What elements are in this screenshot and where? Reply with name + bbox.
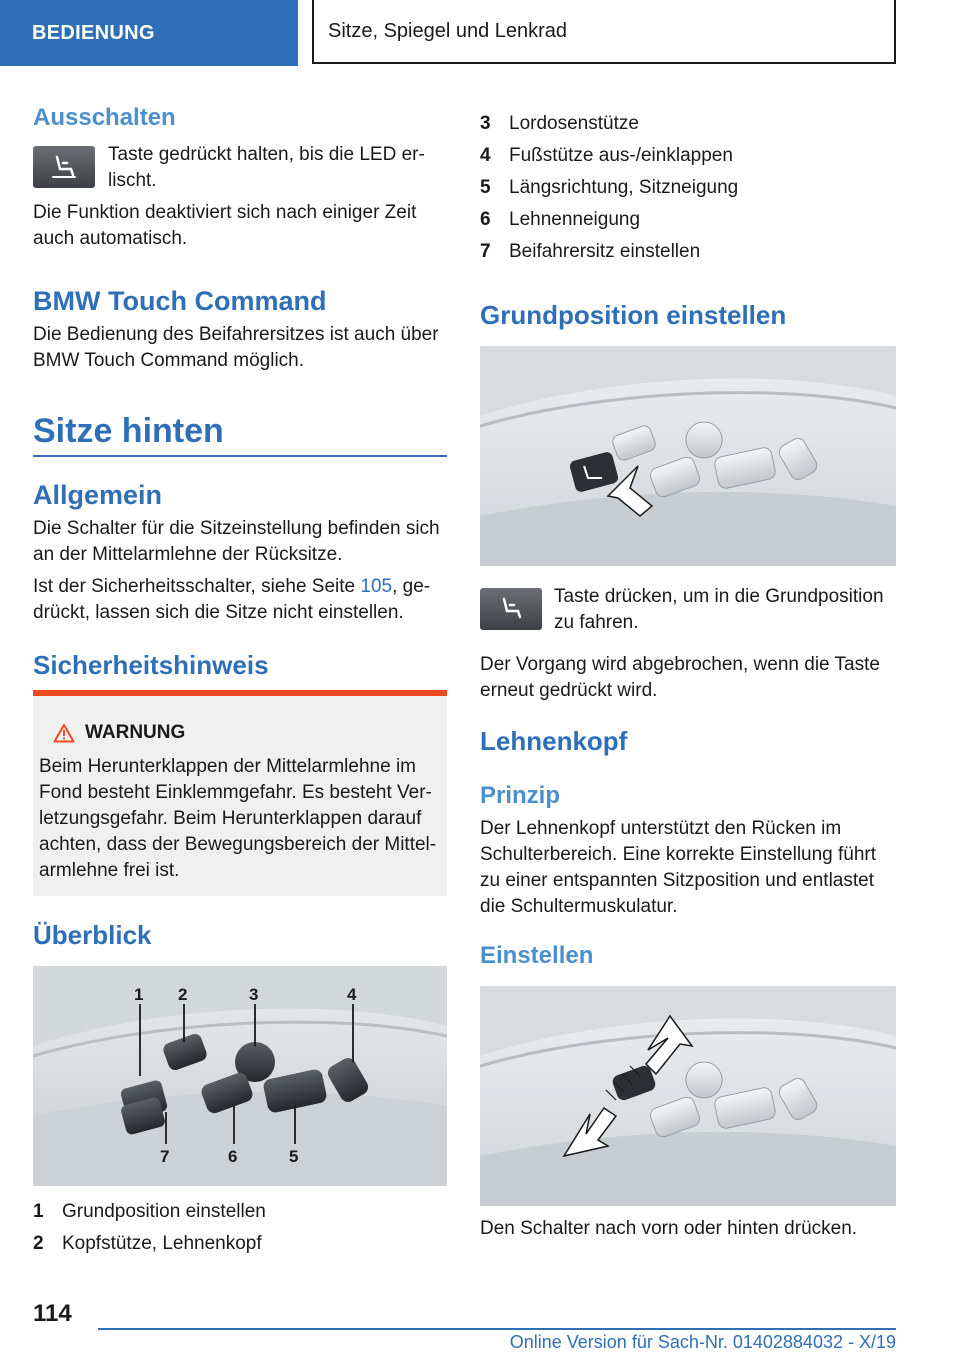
grundposition-button-icon: [480, 588, 542, 630]
heading-ueberblick: Überblick: [33, 920, 152, 950]
seat-icon: [49, 153, 79, 181]
touch-paragraph: [33, 322, 447, 374]
list-item: [480, 172, 896, 204]
heading-touch-command: BMW Touch Command: [33, 286, 327, 316]
footer-rule: [98, 1328, 896, 1330]
page-link-105[interactable]: 105: [360, 576, 393, 597]
callout-5: 5: [289, 1147, 299, 1166]
list-item-number: 7: [480, 241, 491, 262]
ausschalten-para-line1: Die Funktion deaktiviert sich nach einiger Zeit: [33, 202, 417, 223]
warning-line: Beim Herunterklappen der Mittelarmlehne im: [39, 756, 416, 777]
list-item-number: 5: [480, 177, 491, 198]
allgemein-p2-line2: drückt, lassen sich die Sitze nicht einstellen.: [33, 602, 404, 623]
header-section-label: BEDIENUNG: [32, 21, 155, 44]
list-item-label: Fußstütze aus-/einklappen: [509, 145, 733, 166]
callout-3: 3: [249, 985, 259, 1004]
list-item: [480, 108, 896, 140]
heading-sitze-hinten: Sitze hinten: [33, 412, 224, 450]
list-item: [480, 204, 896, 236]
list-item: [33, 1228, 447, 1260]
overview-photo: [33, 966, 447, 1186]
grundposition-icon-line2: zu fahren.: [554, 612, 639, 633]
header-chapter-label: Sitze, Spiegel und Lenkrad: [328, 19, 568, 42]
overview-list: [33, 1196, 447, 1260]
list-item: [480, 236, 896, 268]
footer-online-version: Online Version für Sach-Nr. 01402884032 - X/19: [509, 1332, 896, 1352]
seat-button-icon: [33, 146, 95, 188]
header-chapter-box: [312, 0, 896, 64]
allgemein-paragraph-1: [33, 516, 447, 568]
allgemein-p1-line2: an der Mittelarmlehne der Rücksitze.: [33, 544, 343, 565]
einstellen-illustration: [480, 986, 896, 1206]
list-item-number: 1: [33, 1201, 44, 1222]
list-item-label: Beifahrersitz einstellen: [509, 241, 701, 262]
grundposition-para-line2: erneut gedrückt wird.: [480, 680, 658, 701]
list-item-label: Längsrichtung, Sitzneigung: [509, 177, 739, 198]
overview-list-continued: [480, 108, 896, 268]
grundposition-para-line1: Der Vorgang wird abgebrochen, wenn die Taste: [480, 654, 880, 675]
list-item: [33, 1196, 447, 1228]
grundposition-icon-text: [554, 584, 896, 636]
grundposition-photo: [480, 346, 896, 566]
page-number: 114: [33, 1300, 72, 1327]
einstellen-text: Den Schalter nach vorn oder hinten drücken.: [480, 1218, 858, 1239]
ausschalten-icon-line2: lischt.: [108, 170, 157, 191]
section-rule: [33, 455, 447, 457]
warning-box: [33, 690, 447, 896]
callout-6: 6: [228, 1147, 238, 1166]
list-item-label: Grundposition einstellen: [62, 1201, 266, 1222]
ausschalten-para-line2: auch automatisch.: [33, 228, 188, 249]
prinzip-line: zu einer entspannten Sitzposition und entlastet: [480, 870, 874, 891]
allgemein-p2-post: , ge-: [392, 576, 431, 597]
allgemein-p2-pre: Ist der Sicherheitsschalter, siehe Seite: [33, 576, 361, 597]
list-item-number: 6: [480, 209, 491, 230]
seat-controls-illustration: [33, 966, 447, 1186]
ausschalten-icon-line1: Taste gedrückt halten, bis die LED er-: [108, 144, 425, 165]
grundposition-illustration: [480, 346, 896, 566]
grundposition-icon-line1: Taste drücken, um in die Grundposition: [554, 586, 884, 607]
heading-ausschalten: Ausschalten: [33, 104, 176, 131]
touch-line2: BMW Touch Command möglich.: [33, 350, 305, 371]
prinzip-line: Schulterbereich. Eine korrekte Einstellung führt: [480, 844, 877, 865]
warning-label: WARNUNG: [85, 722, 186, 743]
heading-grundposition: Grundposition einstellen: [480, 300, 787, 330]
warning-text: [39, 754, 447, 884]
grundposition-paragraph: [480, 652, 896, 704]
callout-4: 4: [347, 985, 357, 1004]
prinzip-line: Der Lehnenkopf unterstützt den Rücken im: [480, 818, 842, 839]
warning-line: Fond besteht Einklemmgefahr. Es besteht Ver-: [39, 782, 432, 803]
seat-memory-icon: [496, 595, 526, 623]
list-item-label: Lehnenneigung: [509, 209, 641, 230]
list-item: [480, 140, 896, 172]
warning-line: achten, dass der Bewegungsbereich der Mittel-: [39, 834, 437, 855]
prinzip-paragraph: [480, 816, 896, 920]
touch-line1: Die Bedienung des Beifahrersitzes ist auch über: [33, 324, 439, 345]
einstellen-photo: [480, 986, 896, 1206]
callout-1: 1: [134, 985, 144, 1004]
heading-allgemein: Allgemein: [33, 480, 163, 510]
list-item-number: 4: [480, 145, 491, 166]
ausschalten-icon-text: [108, 142, 448, 194]
list-item-label: Kopfstütze, Lehnenkopf: [62, 1233, 262, 1254]
list-item-label: Lordosenstütze: [509, 113, 639, 134]
prinzip-line: die Schultermuskulatur.: [480, 896, 678, 917]
list-item-number: 2: [33, 1233, 44, 1254]
allgemein-paragraph-2: [33, 574, 447, 626]
warning-triangle-icon: [53, 723, 75, 743]
warning-line: letzungsgefahr. Beim Herunterklappen darauf: [39, 808, 422, 829]
callout-2: 2: [178, 985, 188, 1004]
callout-7: 7: [160, 1147, 170, 1166]
warning-title: [53, 722, 185, 744]
warning-line: armlehne frei ist.: [39, 860, 180, 881]
heading-prinzip: Prinzip: [480, 782, 561, 809]
header-section-tab: [0, 0, 298, 66]
allgemein-p1-line1: Die Schalter für die Sitzeinstellung befinden sich: [33, 518, 440, 539]
heading-einstellen: Einstellen: [480, 942, 594, 969]
heading-sicherheitshinweis: Sicherheitshinweis: [33, 650, 269, 680]
list-item-number: 3: [480, 113, 491, 134]
heading-lehnenkopf: Lehnenkopf: [480, 726, 628, 756]
ausschalten-paragraph: [33, 200, 447, 252]
